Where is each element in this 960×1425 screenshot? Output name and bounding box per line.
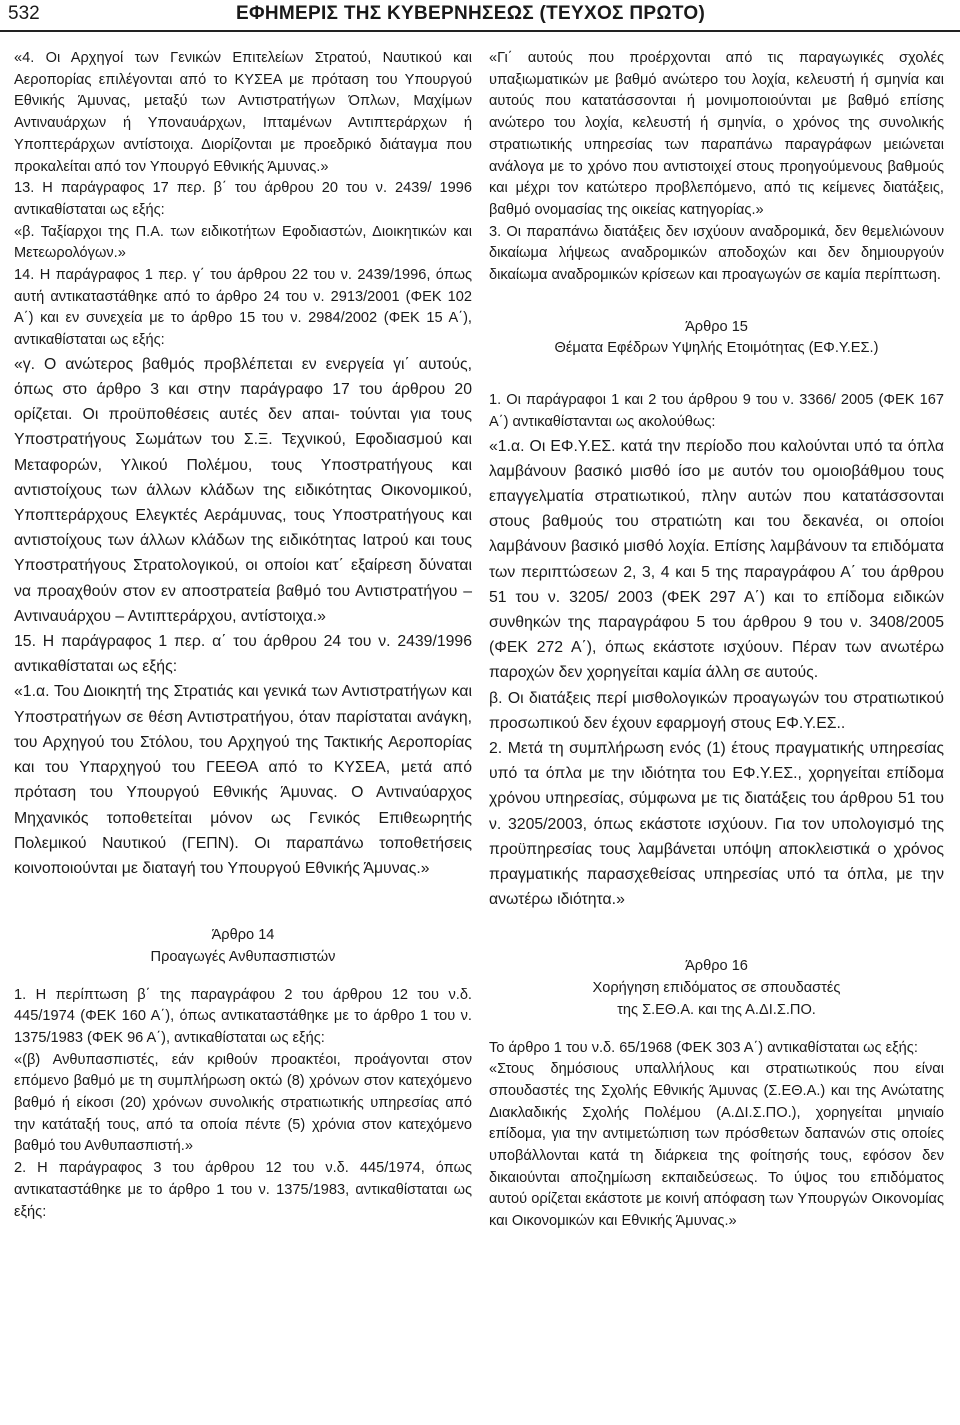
paragraph: «1.α. Οι ΕΦ.Υ.ΕΣ. κατά την περίοδο που καλούνται υπό τα όπλα λαμβάνουν βασικό μισθό ίσο με αυτόν του ομοιοβάθμου τους επαγγελματία στρατιωτικού, πλην αυτών που κατατάσσονται στους βαθμούς του στρατιώτη και του δεκανέα, οι οποίοι λαμβάνουν βασικό μισθό λοχία. Επίσης λαμβάνουν τα επιδόματα των περιπτώσεων 2, 3, 4 και 5 της παραγράφου Α΄ του άρθρου 51 του ν. 3205/ 2003 (ΦΕΚ 297 Α΄) και το επίδομα ειδικών συνθηκών της παραγράφου 5 του άρθρου 9 του ν. 3408/2005 (ΦΕΚ 272 Α΄), όπως εκάστοτε ισχύουν. Πέραν των ανωτέρω παροχών δεν χορηγείται καμία άλλη σε αυτούς. — [489, 437, 944, 682]
paragraph: 13. Η παράγραφος 17 περ. β΄ του άρθρου 20 του ν. 2439/ 1996 αντικαθίσταται ως εξής: — [14, 180, 472, 218]
article-16-title-line1: Χορήγηση επιδόματος σε σπουδαστές — [592, 980, 841, 997]
paragraph: β. Οι διατάξεις περί μισθολογικών προαγωγών του στρατιωτικού προσωπικού δεν έχουν εφαρμογή στους ΕΦ.Υ.ΕΣ.. — [489, 689, 944, 732]
page-number: 532 — [8, 3, 40, 24]
paragraph: «(β) Ανθυπασπιστές, εάν κριθούν προακτέοι, προάγονται στον επόμενο βαθμό με τη συμπλήρωση οκτώ (8) χρόνων στον κατεχόμενο βαθμό ή είκοσι (20) χρόνων συνολικής στρατιωτικής υπηρεσίας από την κατάταξή τους, από τα οποία πέντε (5) χρόνια στον κατεχόμενο βαθμό του Ανθυπασπιστή.» — [14, 1051, 472, 1155]
paragraph: «Γι΄ αυτούς που προέρχονται από τις παραγωγικές σχολές υπαξιωματικών με βαθμό ανώτερο του λοχία, κελευστή ή σμηνία και αυτούς που κατατάσσονται ή μονιμοποιούνται με βαθμό επίσης ανώτερο του λοχία, κελευστή ή σμηνία, ο χρόνος της συνολικής στρατιωτικής υπηρεσίας των παραπάνω παραγράφων μειώνεται ανάλογα με το χρόνο που αντιστοιχεί στους προηγούμενους βαθμούς και μέχρι τον κατώτερο προβλεπόμενο, από τις κείμενες διατάξεις, βαθμό ονομασίας της οικείας κατηγορίας.» — [489, 50, 944, 218]
right-column — [489, 48, 944, 1233]
article-16-number: Άρθρο 16 — [685, 958, 748, 975]
article-16-title-line2: της Σ.ΕΘ.Α. και της Α.ΔΙ.Σ.ΠΟ. — [617, 1001, 816, 1018]
gazette-title: ΕΦΗΜΕΡΙΣ ΤΗΣ ΚΥΒΕΡΝΗΣΕΩΣ (ΤΕΥΧΟΣ ΠΡΩΤΟ) — [236, 3, 706, 24]
paragraph: 2. Μετά τη συμπλήρωση ενός (1) έτους πραγματικής υπηρεσίας υπό τα όπλα με την ιδιότητα του ΕΦ.Υ.ΕΣ., χορηγείται επίδομα χρόνου υπηρεσίας, σύμφωνα με τις διατάξεις του άρθρου 51 του ν. 3205/2003, όπως εκάστοτε ισχύουν. Για τον υπολογισμό της προϋπηρεσίας τους λαμβάνεται υπόψη αποκλειστικά ο χρόνος πραγματικής παρασχεθείσας υπηρεσίας υπό τα όπλα, με την ανωτέρω ιδιότητα.» — [489, 739, 944, 909]
paragraph: Το άρθρο 1 του ν.δ. 65/1968 (ΦΕΚ 303 Α΄) αντικαθίσταται ως εξής: — [489, 1039, 918, 1056]
paragraph: 14. Η παράγραφος 1 περ. γ΄ του άρθρου 22 του ν. 2439/1996, όπως αυτή αντικαταστάθηκε από το άρθρο 24 του ν. 2913/2001 (ΦΕΚ 102 Α΄) και εν συνεχεία με το άρθρο 15 του ν. 2984/2002 (ΦΕΚ 15 Α΄), αντικαθίσταται ως εξής: — [14, 267, 472, 349]
article-14-title: Προαγωγές Ανθυπασπιστών — [150, 948, 336, 965]
paragraph: 3. Οι παραπάνω διατάξεις δεν ισχύουν αναδρομικά, δεν θεμελιώνουν δικαίωμα λήψεως αναδρομικών αποδοχών και δεν δημιουργούν δικαίωμα αναδρομικών κρίσεων και προαγωγών σε καμία περίπτωση. — [489, 223, 944, 284]
paragraph: 2. Η παράγραφος 3 του άρθρου 12 του ν.δ. 445/1974, όπως αντικαταστάθηκε με το άρθρο 1 του ν. 1375/1983, αντικαθίσταται ως εξής: — [14, 1160, 472, 1220]
page-header — [0, 0, 960, 34]
paragraph: 1. Η περίπτωση β΄ της παραγράφου 2 του άρθρου 12 του ν.δ. 445/1974 (ΦΕΚ 160 Α΄), όπως αντικαταστάθηκε με το άρθρο 1 του ν. 1375/1983 (ΦΕΚ 96 Α΄), αντικαθίσταται ως εξής: — [14, 986, 472, 1046]
paragraph: «β. Ταξίαρχοι της Π.Α. των ειδικοτήτων Εφοδιαστών, Διοικητικών και Μετεωρολόγων.» — [14, 223, 472, 262]
article-14-number: Άρθρο 14 — [211, 927, 275, 944]
paragraph: 15. Η παράγραφος 1 περ. α΄ του άρθρου 24 του ν. 2439/1996 αντικαθίσταται ως εξής: — [14, 633, 472, 676]
paragraph: «γ. Ο ανώτερος βαθμός προβλέπεται εν ενεργεία γι΄ αυτούς, όπως στο άρθρο 3 και στην παράγραφο 17 του άρθρου 20 ορίζεται. Οι προϋποθέσεις αυτές δεν απαι- τούνται για τους Υποστρατήγους Σωμάτων του Σ.Ξ. Τεχνικού, Εφοδιασμού και Μεταφορών, Υλικού Πολέμου, τους Υποστρατήγους και αντιστοίχους των άλλων κλάδων της ειδικότητας Οικονομικού, Υποπτεράρχους Ελεγκτές Αεράμυνας, τους Υποστρατήγους και αντιστοίχους των άλλων κλάδων της ειδικότητας Ιατρού και τους Υποστρατήγους Στρατολογικού, οι οποίοι κατ΄ εξαίρεση δύναται να προαχθούν στον εν αποστρατεία βαθμό του Αντιστρατήγου – Αντιναυάρχου – Αντιπτεράρχου, αντίστοιχα.» — [14, 355, 472, 625]
left-column — [14, 48, 472, 1223]
article-15-number: Άρθρο 15 — [685, 318, 748, 335]
article-15-title: Θέματα Εφέδρων Υψηλής Ετοιμότητας (ΕΦ.Υ.ΕΣ.) — [554, 340, 879, 357]
paragraph: «1.α. Του Διοικητή της Στρατιάς και γενικά των Αντιστρατήγων και Υποστρατήγων σε θέση Αντιστρατήγου, όταν παρίσταται ανάγκη, του Αρχηγού του Στόλου, του Αρχηγού της Τακτικής Αεροπορίας και του Υπαρχηγού του ΓΕΕΘΑ από το ΚΥΣΕΑ, μετά από πρόταση του Υπουργού Εθνικής Άμυνας. Ο Αντιναύαρχος Μηχανικός τοποθετείται μόνον ως Γενικός Επιθεωρητής Πολεμικού Ναυτικού (ΓΕΠΝ). Οι παραπάνω τοποθετήσεις κοινοποιούνται με διαταγή του Υπουργού Εθνικής Άμυνας.» — [14, 683, 472, 877]
paragraph: «Στους δημόσιους υπαλλήλους και στρατιωτικούς που είναι σπουδαστές της Σχολής Εθνικής Άμυνας (Σ.ΕΘ.Α.) και της Ανώτατης Διακλαδικής Σχολής Πολέμου (Α.ΔΙ.Σ.ΠΟ.), χορηγείται μηνιαίο επίδομα, για την αντιμετώπιση των πρόσθετων δαπανών στις οποίες υποβάλλονται κατά τη διάρκεια της φοίτησής τους, εφόσον δεν δικαιούνται αποζημίωση εκπαιδεύσεως. Το ύψος του επιδόματος αυτού ορίζεται εκάστοτε με κοινή απόφαση των Υπουργών Οικονομίας και Οικονομικών και Εθνικής Άμυνας.» — [489, 1061, 944, 1230]
header-rule — [0, 30, 960, 32]
paragraph: 1. Οι παράγραφοι 1 και 2 του άρθρου 9 του ν. 3366/ 2005 (ΦΕΚ 167 Α΄) αντικαθίστανται ως ακολούθως: — [489, 392, 944, 430]
paragraph: «4. Οι Αρχηγοί των Γενικών Επιτελείων Στρατού, Ναυτικού και Αεροπορίας επιλέγονται από το ΚΥΣΕΑ με πρόταση του Υπουργού Εθνικής Άμυνας, μεταξύ των Αντιστρατήγων Όπλων, Μαχίμων Αντιναυάρχων ή Υποναυάρχων, Ιπταμένων Αντιπτεράρχων ή Υποπτεράρχων αντίστοιχα. Διορίζονται με προεδρικό διάταγμα που προκαλείται από τον Υπουργό Εθνικής Άμυνας.» — [14, 50, 472, 175]
